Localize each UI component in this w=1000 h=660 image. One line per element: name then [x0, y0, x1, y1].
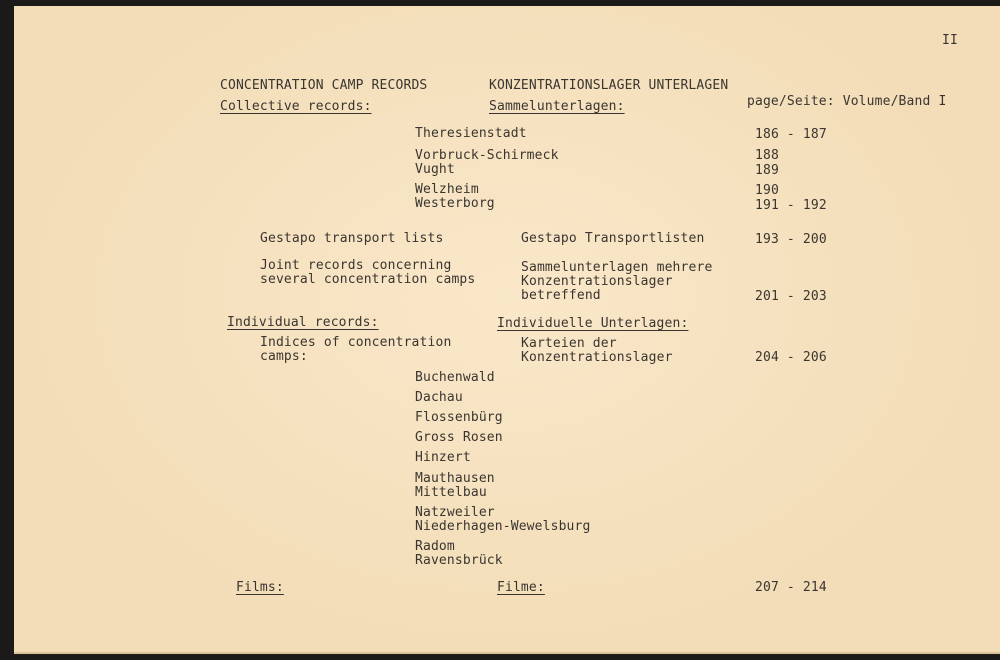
page-range: 188	[755, 148, 779, 163]
individual-heading-german: Individuelle Unterlagen:	[497, 316, 689, 331]
collective-heading-english: Collective records:	[220, 99, 372, 114]
joint-records-german-line3: betreffend	[521, 288, 601, 303]
camp-name: Hinzert	[415, 450, 471, 465]
page-range: 201 - 203	[755, 289, 827, 304]
camp-name: Ravensbrück	[415, 553, 503, 568]
camp-name: Gross Rosen	[415, 430, 503, 445]
camp-name: Dachau	[415, 390, 463, 405]
page-range: 190	[755, 183, 779, 198]
camp-name: Theresienstadt	[415, 126, 527, 141]
camp-name: Buchenwald	[415, 370, 495, 385]
page-range: 193 - 200	[755, 232, 827, 247]
collective-heading-german: Sammelunterlagen:	[489, 99, 625, 114]
camp-name: Mauthausen	[415, 471, 495, 486]
camp-name: Mittelbau	[415, 485, 487, 500]
title-german: KONZENTRATIONSLAGER UNTERLAGEN	[489, 78, 729, 93]
films-heading-english: Films:	[236, 580, 284, 595]
camp-name: Niederhagen-Wewelsburg	[415, 519, 591, 534]
page-volume-label: page/Seite: Volume/Band I	[747, 94, 947, 109]
page-range: 207 - 214	[755, 580, 827, 595]
camp-name: Vorbruck-Schirmeck	[415, 148, 559, 163]
transport-lists-english: Gestapo transport lists	[260, 231, 444, 246]
transport-lists-german: Gestapo Transportlisten	[521, 231, 705, 246]
joint-records-english-line1: Joint records concerning	[260, 258, 452, 273]
camp-name: Natzweiler	[415, 505, 495, 520]
films-heading-german: Filme:	[497, 580, 545, 595]
indices-german-line2: Konzentrationslager	[521, 350, 673, 365]
indices-english-line1: Indices of concentration	[260, 335, 452, 350]
camp-name: Vught	[415, 162, 455, 177]
camp-name: Welzheim	[415, 182, 479, 197]
camp-name: Radom	[415, 539, 455, 554]
individual-heading-english: Individual records:	[227, 315, 379, 330]
page-range: 191 - 192	[755, 198, 827, 213]
joint-records-german-line1: Sammelunterlagen mehrere	[521, 260, 713, 275]
page-range: 204 - 206	[755, 350, 827, 365]
page-range: 189	[755, 163, 779, 178]
page-number: II	[942, 33, 958, 48]
camp-name: Westerborg	[415, 196, 495, 211]
joint-records-english-line2: several concentration camps	[260, 272, 476, 287]
indices-english-line2: camps:	[260, 349, 308, 364]
indices-german-line1: Karteien der	[521, 336, 617, 351]
document-page	[14, 6, 1000, 654]
title-english: CONCENTRATION CAMP RECORDS	[220, 78, 428, 93]
camp-name: Flossenbürg	[415, 410, 503, 425]
joint-records-german-line2: Konzentrationslager	[521, 274, 673, 289]
page-range: 186 - 187	[755, 127, 827, 142]
